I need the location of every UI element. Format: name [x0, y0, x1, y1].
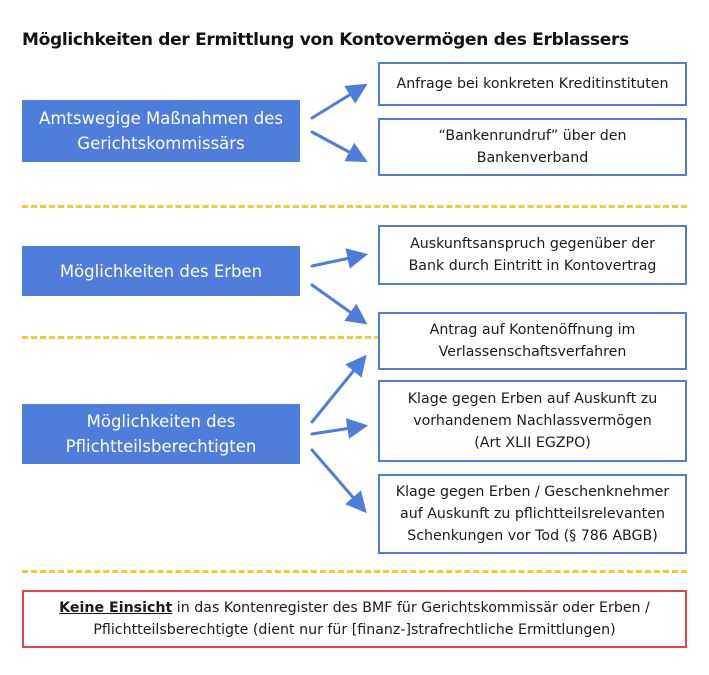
target-line: vorhandenem Nachlassvermögen — [413, 413, 652, 429]
target-line: Bankenverband — [476, 150, 589, 166]
arrow-icon — [312, 255, 364, 266]
note-line-1-rest: in das Kontenregister des BMF für Gerichtskommissär oder Erben / — [172, 600, 650, 616]
arrow-icon — [312, 450, 364, 510]
source-label-line: Möglichkeiten des — [86, 412, 236, 431]
target-line: Auskunftsanspruch gegenüber der — [410, 236, 655, 252]
target-line: Bank durch Eintritt in Kontovertrag — [408, 258, 657, 274]
arrow-icon — [312, 86, 364, 118]
source-label-line: Amtswegige Maßnahmen des — [39, 109, 283, 128]
target-line: Klage gegen Erben / Geschenknehmer — [395, 484, 670, 500]
note-line-2: Pflichtteilsberechtigte (dient nur für [finanz-]strafrechtliche Ermittlungen) — [93, 622, 616, 638]
target-line: Anfrage bei konkreten Kreditinstituten — [396, 76, 669, 92]
target-line: Klage gegen Erben auf Auskunft zu — [407, 391, 658, 407]
note-bold-text: Keine Einsicht — [59, 600, 173, 616]
target-line: Schenkungen vor Tod (§ 786 ABGB) — [407, 528, 658, 544]
arrow-icon — [312, 426, 364, 434]
arrow-icon — [312, 358, 364, 422]
arrow-icon — [312, 132, 364, 160]
target-line: auf Auskunft zu pflichtteilsrelevanten — [400, 506, 665, 522]
target-line: “Bankenrundruf” über den — [438, 128, 627, 144]
source-label-line: Pflichtteilsberechtigten — [65, 437, 257, 456]
arrow-icon — [312, 285, 364, 322]
source-label-line: Möglichkeiten des Erben — [59, 261, 263, 281]
source-label-line: Gerichtskommissärs — [77, 134, 245, 153]
target-line: Verlassenschaftsverfahren — [438, 344, 627, 360]
target-line: (Art XLII EGZPO) — [474, 435, 591, 451]
target-line: Antrag auf Kontenöffnung im — [429, 322, 636, 338]
page-title: Möglichkeiten der Ermittlung von Kontovermögen des Erblassers — [22, 30, 629, 50]
